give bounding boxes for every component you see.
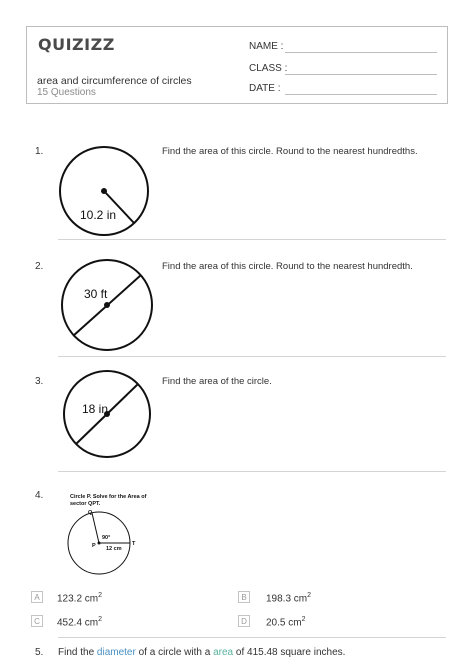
angle-label: 90° [102, 535, 111, 541]
option-d-text[interactable] [266, 616, 305, 628]
option-c-exponent: 2 [98, 616, 103, 623]
diameter-label: 18 in [82, 402, 109, 416]
question-2-circle-figure [60, 258, 156, 354]
option-a-box[interactable]: A [31, 591, 43, 603]
option-b-value: 198.3 cm [266, 593, 308, 605]
option-d-box[interactable]: D [238, 615, 250, 627]
label-q: Q [88, 510, 93, 516]
question-5-text-part: Find the [58, 647, 97, 658]
option-b-text[interactable] [266, 592, 311, 604]
question-1-text: Find the area of this circle. Round to the nearest hundredths. [162, 146, 418, 157]
label-t: T [132, 541, 136, 547]
keyword-diameter: diameter [96, 647, 136, 658]
question-4-sector-figure [64, 490, 160, 578]
radius-length-label: 12 cm [106, 546, 122, 552]
option-b-box[interactable]: B [238, 591, 250, 603]
option-a-exponent: 2 [98, 592, 103, 599]
question-5-number: 5. [35, 647, 44, 658]
question-separator [58, 637, 446, 638]
question-2-number: 2. [35, 261, 44, 272]
name-field-label: NAME : [249, 41, 284, 52]
class-field-line[interactable] [285, 74, 437, 75]
keyword-area: area [213, 647, 234, 658]
worksheet-header [26, 26, 448, 104]
name-field-line[interactable] [285, 52, 437, 53]
radius-label: 10.2 in [80, 208, 117, 222]
question-separator [58, 239, 446, 240]
question-3-text: Find the area of the circle. [162, 376, 272, 387]
circle-center-point [104, 302, 110, 308]
question-3-number: 3. [35, 376, 44, 387]
worksheet-title: area and circumference of circles [37, 75, 192, 87]
figure-caption-line-1: Circle P. Solve for the Area of [70, 494, 147, 500]
option-d-exponent: 2 [301, 616, 306, 623]
radius-pq [92, 513, 99, 543]
question-separator [58, 356, 446, 357]
question-count: 15 Questions [37, 87, 96, 98]
option-c-text[interactable] [57, 616, 102, 628]
date-field-label: DATE : [249, 83, 281, 94]
question-5-text-part: of a circle with a [135, 647, 214, 658]
option-c-value: 452.4 cm [57, 617, 99, 629]
question-separator [58, 471, 446, 472]
option-d-value: 20.5 cm [266, 617, 302, 629]
question-4-number: 4. [35, 490, 44, 501]
option-a-text[interactable] [57, 592, 102, 604]
class-field-label: CLASS : [249, 63, 288, 74]
question-2-text: Find the area of this circle. Round to the nearest hundredth. [162, 261, 413, 272]
question-5-text [58, 647, 345, 659]
question-3-circle-figure [62, 368, 152, 462]
option-a-value: 123.2 cm [57, 593, 99, 605]
quizizz-logo: QUIZIZZ [38, 35, 115, 54]
label-p: P [92, 543, 96, 549]
figure-caption-line-2: sector QPT. [70, 501, 101, 507]
option-b-exponent: 2 [307, 592, 312, 599]
question-5-text-part: of 415.48 square inches. [233, 647, 346, 658]
center-point-p [98, 542, 101, 545]
question-1-number: 1. [35, 146, 44, 157]
question-1-circle-figure [56, 146, 156, 236]
diameter-label: 30 ft [84, 287, 108, 301]
date-field-line[interactable] [285, 94, 437, 95]
option-c-box[interactable]: C [31, 615, 43, 627]
